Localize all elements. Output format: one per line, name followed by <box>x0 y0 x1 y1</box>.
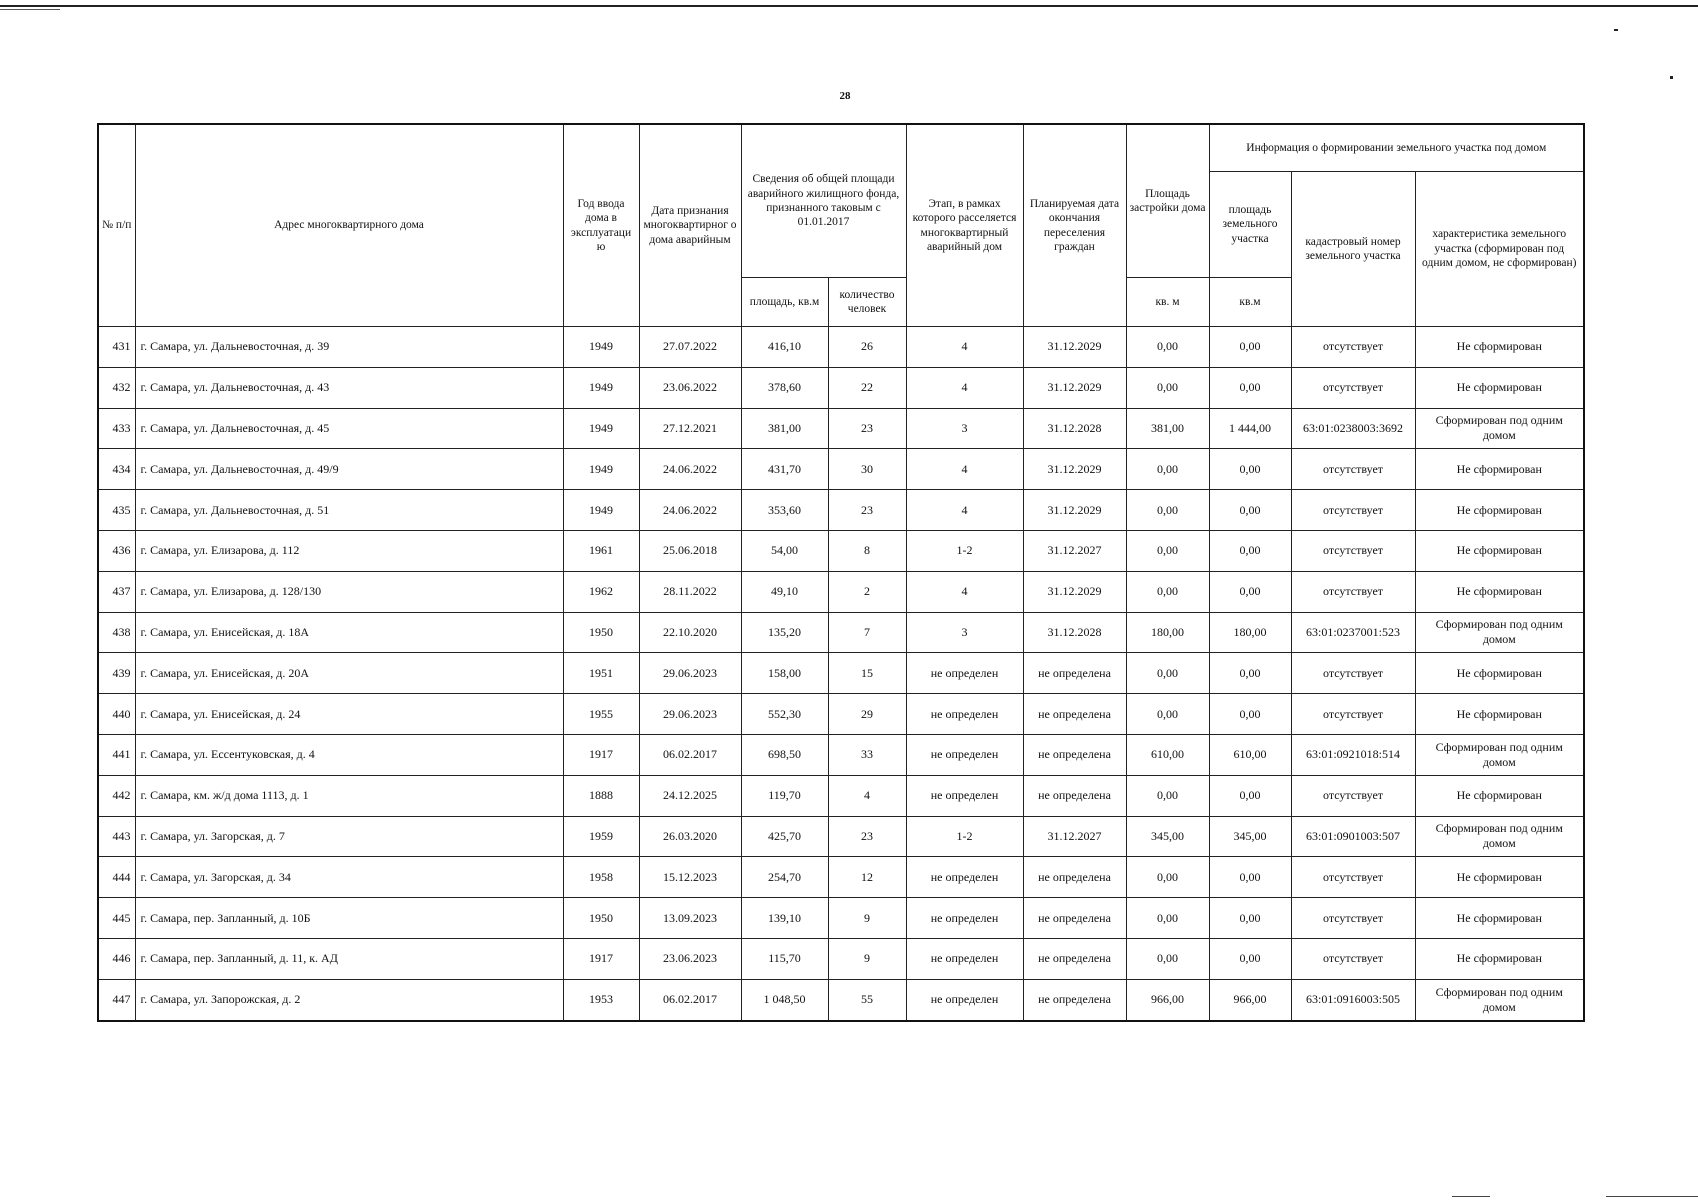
row-cadastral: отсутствует <box>1291 571 1415 612</box>
row-number: 437 <box>98 571 135 612</box>
row-address: г. Самара, пер. Запланный, д. 10Б <box>135 898 563 939</box>
row-year: 1949 <box>563 367 639 408</box>
header-land-info: Информация о формировании земельного участка под домом <box>1209 124 1584 172</box>
header-cadastral: кадастровый номер земельного участка <box>1291 172 1415 327</box>
row-people: 23 <box>828 408 906 449</box>
row-land-area: 610,00 <box>1209 734 1291 775</box>
row-planned-date: 31.12.2029 <box>1023 327 1126 368</box>
header-land-area: площадь земельного участка <box>1209 172 1291 278</box>
row-building-area: 0,00 <box>1126 857 1209 898</box>
row-people: 2 <box>828 571 906 612</box>
row-status: Сформирован под одним домом <box>1415 408 1584 449</box>
row-number: 442 <box>98 775 135 816</box>
row-land-area: 180,00 <box>1209 612 1291 653</box>
row-recognition-date: 23.06.2022 <box>639 367 741 408</box>
row-area: 552,30 <box>741 694 828 735</box>
row-address: г. Самара, ул. Загорская, д. 7 <box>135 816 563 857</box>
row-year: 1888 <box>563 775 639 816</box>
row-people: 22 <box>828 367 906 408</box>
row-cadastral: отсутствует <box>1291 530 1415 571</box>
header-stage: Этап, в рамках которого расселяется многоквартирный аварийный дом <box>906 124 1023 327</box>
row-people: 9 <box>828 898 906 939</box>
row-recognition-date: 06.02.2017 <box>639 979 741 1020</box>
row-people: 12 <box>828 857 906 898</box>
footer-rule <box>1452 1196 1490 1197</box>
row-address: г. Самара, ул. Дальневосточная, д. 45 <box>135 408 563 449</box>
row-cadastral: 63:01:0901003:507 <box>1291 816 1415 857</box>
row-recognition-date: 26.03.2020 <box>639 816 741 857</box>
header-num: № п/п <box>98 124 135 327</box>
row-land-area: 1 444,00 <box>1209 408 1291 449</box>
row-stage: 4 <box>906 367 1023 408</box>
row-year: 1949 <box>563 408 639 449</box>
row-cadastral: 63:01:0238003:3692 <box>1291 408 1415 449</box>
row-number: 432 <box>98 367 135 408</box>
row-cadastral: отсутствует <box>1291 327 1415 368</box>
row-status: Не сформирован <box>1415 857 1584 898</box>
row-building-area: 0,00 <box>1126 367 1209 408</box>
row-cadastral: отсутствует <box>1291 653 1415 694</box>
row-recognition-date: 28.11.2022 <box>639 571 741 612</box>
row-area: 1 048,50 <box>741 979 828 1020</box>
table-row <box>98 490 1584 531</box>
row-area: 416,10 <box>741 327 828 368</box>
emergency-housing-table <box>97 123 1585 1022</box>
row-status: Не сформирован <box>1415 775 1584 816</box>
row-cadastral: 63:01:0237001:523 <box>1291 612 1415 653</box>
row-stage: не определен <box>906 653 1023 694</box>
row-number: 436 <box>98 530 135 571</box>
row-stage: 4 <box>906 327 1023 368</box>
row-cadastral: отсутствует <box>1291 490 1415 531</box>
row-building-area: 0,00 <box>1126 490 1209 531</box>
row-status: Не сформирован <box>1415 938 1584 979</box>
row-people: 4 <box>828 775 906 816</box>
row-area: 158,00 <box>741 653 828 694</box>
row-year: 1958 <box>563 857 639 898</box>
row-area: 119,70 <box>741 775 828 816</box>
table-row <box>98 694 1584 735</box>
row-stage: не определен <box>906 898 1023 939</box>
row-status: Не сформирован <box>1415 653 1584 694</box>
row-status: Не сформирован <box>1415 898 1584 939</box>
table-body <box>98 327 1584 1021</box>
row-land-area: 345,00 <box>1209 816 1291 857</box>
row-building-area: 0,00 <box>1126 653 1209 694</box>
row-year: 1961 <box>563 530 639 571</box>
row-cadastral: 63:01:0921018:514 <box>1291 734 1415 775</box>
row-people: 15 <box>828 653 906 694</box>
row-year: 1949 <box>563 327 639 368</box>
row-building-area: 610,00 <box>1126 734 1209 775</box>
row-recognition-date: 27.12.2021 <box>639 408 741 449</box>
row-planned-date: 31.12.2029 <box>1023 367 1126 408</box>
row-stage: не определен <box>906 938 1023 979</box>
row-stage: 4 <box>906 449 1023 490</box>
row-people: 55 <box>828 979 906 1020</box>
row-number: 443 <box>98 816 135 857</box>
row-address: г. Самара, ул. Запорожская, д. 2 <box>135 979 563 1020</box>
footer-rule <box>1606 1196 1698 1197</box>
row-people: 30 <box>828 449 906 490</box>
row-recognition-date: 23.06.2023 <box>639 938 741 979</box>
row-cadastral: отсутствует <box>1291 775 1415 816</box>
row-status: Не сформирован <box>1415 694 1584 735</box>
row-building-area: 180,00 <box>1126 612 1209 653</box>
header-planned-date: Планируемая дата окончания переселения граждан <box>1023 124 1126 327</box>
row-building-area: 0,00 <box>1126 449 1209 490</box>
header-area-info: Сведения об общей площади аварийного жилищного фонда, признанного таковым с 01.01.2017 <box>741 124 906 278</box>
row-people: 29 <box>828 694 906 735</box>
row-status: Сформирован под одним домом <box>1415 816 1584 857</box>
row-planned-date: 31.12.2029 <box>1023 490 1126 531</box>
row-status: Сформирован под одним домом <box>1415 734 1584 775</box>
row-recognition-date: 06.02.2017 <box>639 734 741 775</box>
row-stage: 1-2 <box>906 816 1023 857</box>
row-stage: не определен <box>906 775 1023 816</box>
table-row <box>98 571 1584 612</box>
row-number: 447 <box>98 979 135 1020</box>
row-land-area: 966,00 <box>1209 979 1291 1020</box>
row-cadastral: отсутствует <box>1291 857 1415 898</box>
table-row <box>98 327 1584 368</box>
row-recognition-date: 29.06.2023 <box>639 694 741 735</box>
row-land-area: 0,00 <box>1209 530 1291 571</box>
row-planned-date: не определена <box>1023 653 1126 694</box>
row-people: 8 <box>828 530 906 571</box>
row-building-area: 0,00 <box>1126 694 1209 735</box>
row-recognition-date: 29.06.2023 <box>639 653 741 694</box>
row-cadastral: отсутствует <box>1291 898 1415 939</box>
row-recognition-date: 13.09.2023 <box>639 898 741 939</box>
row-area: 378,60 <box>741 367 828 408</box>
row-stage: 3 <box>906 408 1023 449</box>
row-address: г. Самара, ул. Енисейская, д. 20А <box>135 653 563 694</box>
row-number: 435 <box>98 490 135 531</box>
table-row <box>98 938 1584 979</box>
row-people: 26 <box>828 327 906 368</box>
table-row <box>98 979 1584 1020</box>
row-recognition-date: 22.10.2020 <box>639 612 741 653</box>
row-address: г. Самара, ул. Загорская, д. 34 <box>135 857 563 898</box>
row-people: 23 <box>828 816 906 857</box>
row-land-area: 0,00 <box>1209 571 1291 612</box>
row-stage: не определен <box>906 694 1023 735</box>
table-row <box>98 734 1584 775</box>
row-address: г. Самара, ул. Енисейская, д. 24 <box>135 694 563 735</box>
row-year: 1953 <box>563 979 639 1020</box>
row-building-area: 0,00 <box>1126 938 1209 979</box>
row-area: 49,10 <box>741 571 828 612</box>
row-address: г. Самара, ул. Дальневосточная, д. 39 <box>135 327 563 368</box>
row-area: 698,50 <box>741 734 828 775</box>
header-address: Адрес многоквартирного дома <box>135 124 563 327</box>
table-row <box>98 530 1584 571</box>
row-stage: 4 <box>906 490 1023 531</box>
row-planned-date: 31.12.2027 <box>1023 816 1126 857</box>
row-area: 115,70 <box>741 938 828 979</box>
row-status: Не сформирован <box>1415 490 1584 531</box>
row-year: 1962 <box>563 571 639 612</box>
row-land-area: 0,00 <box>1209 367 1291 408</box>
header-year: Год ввода дома в эксплуатаци ю <box>563 124 639 327</box>
row-land-area: 0,00 <box>1209 653 1291 694</box>
row-status: Не сформирован <box>1415 571 1584 612</box>
row-recognition-date: 27.07.2022 <box>639 327 741 368</box>
row-year: 1949 <box>563 490 639 531</box>
row-people: 33 <box>828 734 906 775</box>
table-row <box>98 612 1584 653</box>
row-area: 425,70 <box>741 816 828 857</box>
row-building-area: 966,00 <box>1126 979 1209 1020</box>
row-planned-date: не определена <box>1023 898 1126 939</box>
row-people: 9 <box>828 938 906 979</box>
header-building-area-unit: кв. м <box>1126 278 1209 327</box>
table-header <box>98 124 1584 327</box>
row-recognition-date: 24.06.2022 <box>639 490 741 531</box>
row-year: 1951 <box>563 653 639 694</box>
row-area: 139,10 <box>741 898 828 939</box>
row-planned-date: не определена <box>1023 979 1126 1020</box>
row-address: г. Самара, пер. Запланный, д. 11, к. АД <box>135 938 563 979</box>
table-row <box>98 775 1584 816</box>
row-number: 431 <box>98 327 135 368</box>
row-land-area: 0,00 <box>1209 938 1291 979</box>
row-cadastral: 63:01:0916003:505 <box>1291 979 1415 1020</box>
top-scan-border-secondary <box>0 9 60 10</box>
row-planned-date: 31.12.2028 <box>1023 612 1126 653</box>
header-building-area: Площадь застройки дома <box>1126 124 1209 278</box>
row-recognition-date: 15.12.2023 <box>639 857 741 898</box>
row-building-area: 381,00 <box>1126 408 1209 449</box>
row-number: 441 <box>98 734 135 775</box>
table-row <box>98 653 1584 694</box>
row-recognition-date: 25.06.2018 <box>639 530 741 571</box>
row-number: 433 <box>98 408 135 449</box>
row-planned-date: не определена <box>1023 857 1126 898</box>
row-year: 1949 <box>563 449 639 490</box>
top-scan-border <box>0 5 1698 7</box>
row-area: 353,60 <box>741 490 828 531</box>
row-status: Сформирован под одним домом <box>1415 979 1584 1020</box>
row-planned-date: 31.12.2029 <box>1023 449 1126 490</box>
row-recognition-date: 24.12.2025 <box>639 775 741 816</box>
row-stage: не определен <box>906 734 1023 775</box>
row-planned-date: не определена <box>1023 734 1126 775</box>
row-address: г. Самара, ул. Енисейская, д. 18А <box>135 612 563 653</box>
row-year: 1950 <box>563 898 639 939</box>
scan-mark <box>1670 76 1673 79</box>
row-address: г. Самара, ул. Елизарова, д. 112 <box>135 530 563 571</box>
row-planned-date: 31.12.2029 <box>1023 571 1126 612</box>
row-planned-date: не определена <box>1023 775 1126 816</box>
row-year: 1955 <box>563 694 639 735</box>
row-year: 1917 <box>563 734 639 775</box>
row-number: 444 <box>98 857 135 898</box>
table-row <box>98 408 1584 449</box>
row-address: г. Самара, ул. Дальневосточная, д. 43 <box>135 367 563 408</box>
row-building-area: 0,00 <box>1126 530 1209 571</box>
row-number: 438 <box>98 612 135 653</box>
row-land-area: 0,00 <box>1209 694 1291 735</box>
row-land-area: 0,00 <box>1209 857 1291 898</box>
row-planned-date: 31.12.2027 <box>1023 530 1126 571</box>
row-cadastral: отсутствует <box>1291 367 1415 408</box>
header-land-area-unit: кв.м <box>1209 278 1291 327</box>
row-number: 439 <box>98 653 135 694</box>
page-number: 28 <box>839 90 851 102</box>
row-number: 440 <box>98 694 135 735</box>
row-year: 1959 <box>563 816 639 857</box>
row-planned-date: 31.12.2028 <box>1023 408 1126 449</box>
row-land-area: 0,00 <box>1209 449 1291 490</box>
row-planned-date: не определена <box>1023 938 1126 979</box>
row-building-area: 345,00 <box>1126 816 1209 857</box>
header-recognition-date: Дата признания многоквартирног о дома аварийным <box>639 124 741 327</box>
header-people-count: количество человек <box>828 278 906 327</box>
table-row <box>98 898 1584 939</box>
row-cadastral: отсутствует <box>1291 449 1415 490</box>
row-status: Не сформирован <box>1415 367 1584 408</box>
row-stage: не определен <box>906 979 1023 1020</box>
row-people: 7 <box>828 612 906 653</box>
row-number: 434 <box>98 449 135 490</box>
row-address: г. Самара, ул. Елизарова, д. 128/130 <box>135 571 563 612</box>
table-row <box>98 857 1584 898</box>
row-status: Не сформирован <box>1415 530 1584 571</box>
row-address: г. Самара, км. ж/д дома 1113, д. 1 <box>135 775 563 816</box>
row-area: 54,00 <box>741 530 828 571</box>
row-status: Сформирован под одним домом <box>1415 612 1584 653</box>
row-stage: 4 <box>906 571 1023 612</box>
row-area: 381,00 <box>741 408 828 449</box>
row-status: Не сформирован <box>1415 449 1584 490</box>
row-planned-date: не определена <box>1023 694 1126 735</box>
header-area-sqm: площадь, кв.м <box>741 278 828 327</box>
row-status: Не сформирован <box>1415 327 1584 368</box>
row-building-area: 0,00 <box>1126 898 1209 939</box>
scan-mark <box>1614 29 1618 31</box>
row-number: 445 <box>98 898 135 939</box>
row-area: 254,70 <box>741 857 828 898</box>
row-land-area: 0,00 <box>1209 775 1291 816</box>
row-year: 1950 <box>563 612 639 653</box>
row-stage: не определен <box>906 857 1023 898</box>
row-building-area: 0,00 <box>1126 775 1209 816</box>
row-number: 446 <box>98 938 135 979</box>
row-area: 431,70 <box>741 449 828 490</box>
row-land-area: 0,00 <box>1209 490 1291 531</box>
row-building-area: 0,00 <box>1126 327 1209 368</box>
row-address: г. Самара, ул. Дальневосточная, д. 49/9 <box>135 449 563 490</box>
row-address: г. Самара, ул. Дальневосточная, д. 51 <box>135 490 563 531</box>
row-land-area: 0,00 <box>1209 327 1291 368</box>
row-address: г. Самара, ул. Ессентуковская, д. 4 <box>135 734 563 775</box>
row-stage: 1-2 <box>906 530 1023 571</box>
row-stage: 3 <box>906 612 1023 653</box>
row-building-area: 0,00 <box>1126 571 1209 612</box>
table-row <box>98 449 1584 490</box>
row-recognition-date: 24.06.2022 <box>639 449 741 490</box>
row-people: 23 <box>828 490 906 531</box>
table-row <box>98 367 1584 408</box>
row-cadastral: отсутствует <box>1291 694 1415 735</box>
row-year: 1917 <box>563 938 639 979</box>
row-land-area: 0,00 <box>1209 898 1291 939</box>
header-characteristic: характеристика земельного участка (сформирован под одним домом, не сформирован) <box>1415 172 1584 327</box>
row-area: 135,20 <box>741 612 828 653</box>
table-row <box>98 816 1584 857</box>
row-cadastral: отсутствует <box>1291 938 1415 979</box>
